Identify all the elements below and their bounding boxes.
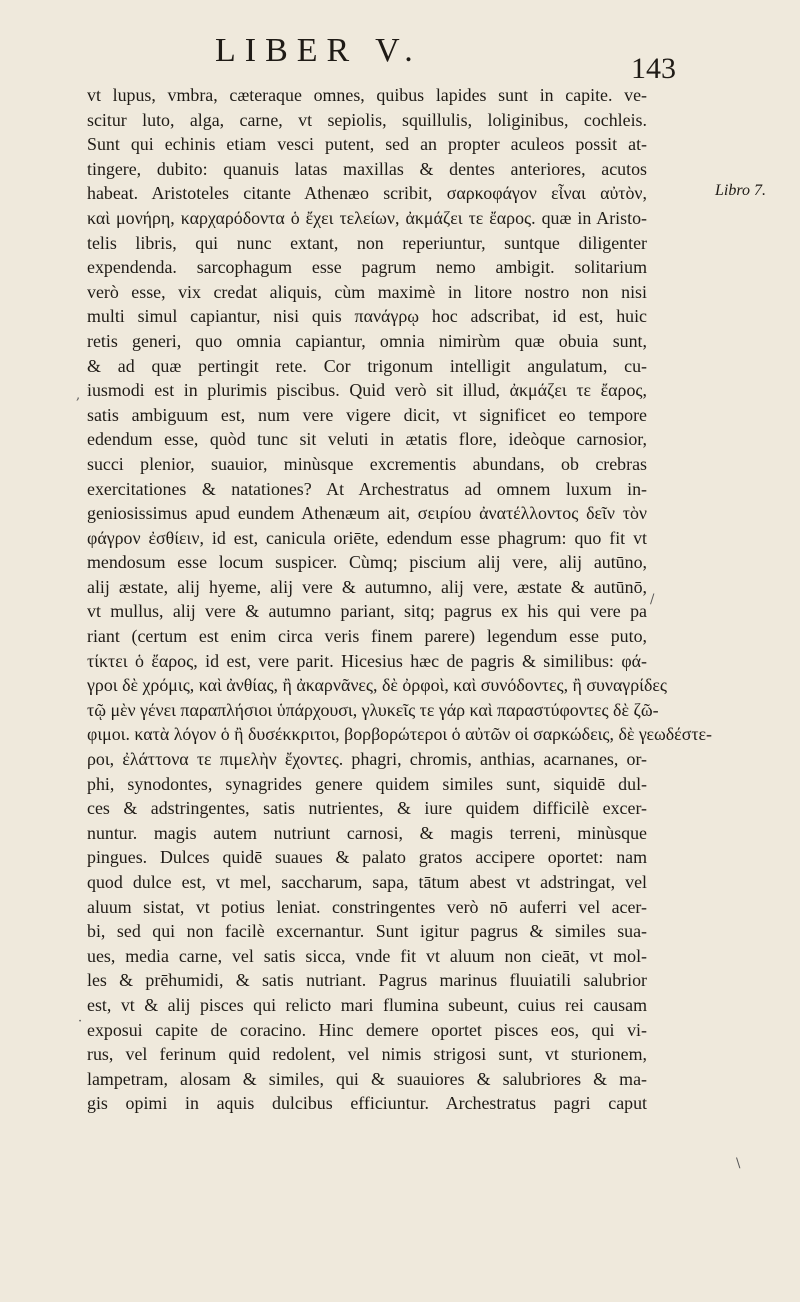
- text-line: est, vt & alij pisces qui relicto mari flumina subeunt, cuius rei causam: [87, 994, 647, 1015]
- margin-mark: ,: [76, 388, 81, 403]
- text-line: bi, sed qui non facilè excernantur. Sunt igitur pagrus & similes sua-: [87, 921, 647, 942]
- text-line: τῷ μὲν γένει παραπλήσιοι ὑπάρχουσι, γλυκεῖς τε γάρ καὶ παραστύφοντες δὲ ζῶ-: [87, 699, 659, 720]
- margin-note: Libro 7.: [715, 182, 766, 199]
- text-line: mendosum esse locum suspicer. Cùmq; piscium alij vere, alij autūno,: [87, 552, 647, 573]
- margin-mark: /: [650, 592, 655, 607]
- text-line: habeat. Aristoteles citante Athenæo scribit, σαρκοφάγον εἶναι αὐτὸν,: [87, 183, 647, 204]
- text-line: τίκτει ὁ ἔαρος, id est, vere parit. Hicesius hæc de pagris & similibus: φά-: [87, 650, 647, 671]
- text-line: & ad quæ pertingit rete. Cor trigonum intelligit angulatum, cu-: [87, 355, 647, 376]
- text-line: ces & adstringentes, satis nutrientes, & iure quidem difficilè excer-: [87, 798, 647, 819]
- text-line: geniosissimus apud eundem Athenæum ait, σειρίου ἀνατέλλοντος δεῖν τὸν: [87, 503, 647, 524]
- text-line: alij æstate, alij hyeme, alij vere & autumno, alij vere, æstate & autūnō,: [87, 576, 647, 597]
- text-line: exercitationes & natationes? At Archestratus ad omnem luxum in-: [87, 478, 647, 499]
- margin-mark: \: [736, 1156, 741, 1171]
- text-line: iusmodi est in plurimis piscibus. Quid verò sit illud, ἀκμάζει τε ἔαρος,: [87, 380, 647, 401]
- text-line: καὶ μονήρη, καρχαρόδοντα ὁ ἔχει τελείων, ἀκμάζει τε ἔαρος. quæ in Aristo-: [87, 207, 647, 228]
- text-line: vt lupus, vmbra, cæteraque omnes, quibus lapides sunt in capite. ve-: [87, 85, 647, 105]
- text-line: edendum esse, quòd tunc sit veluti in ætatis flore, ideòque carnosior,: [87, 429, 647, 450]
- margin-mark: ·: [78, 1014, 83, 1029]
- text-line: les & prēhumidi, & satis nutriant. Pagrus marinus fluuiatili salubrior: [87, 970, 647, 991]
- text-line: telis libris, qui nunc extant, non reperiuntur, suntque diligenter: [87, 232, 647, 253]
- text-line: lampetram, alosam & similes, qui & suauiores & salubriores & ma-: [87, 1068, 647, 1089]
- text-line: pingues. Dulces quidē suaues & palato gratos accipere oportet: nam: [87, 847, 647, 868]
- text-line: tingere, dubito: quanuis latas maxillas & dentes anteriores, acutos: [87, 158, 647, 179]
- text-line: satis ambiguum est, num vere vigere dicit, vt significet eo tempore: [87, 404, 647, 425]
- text-line: rus, vel ferinum quid redolent, vel nimis strigosi sunt, vt sturionem,: [87, 1044, 647, 1065]
- text-line: gis opimi in aquis dulcibus efficiuntur. Archestratus pagri caput: [87, 1093, 647, 1114]
- text-line: Sunt qui echinis etiam vesci putent, sed an propter aculeos possit at-: [87, 134, 647, 155]
- text-line: succi plenior, suauior, minùsque excrementis abundans, ob crebras: [87, 453, 647, 474]
- text-line: retis generi, quo omnia capiantur, omnia nimirùm quæ obuia sunt,: [87, 330, 647, 351]
- text-line: φάγρον ἐσθίειν, id est, canicula oriēte, edendum esse phagrum: quo fit vt: [87, 527, 647, 548]
- text-line: multi simul capiantur, nisi quis πανάγρῳ hoc adscribat, id est, huic: [87, 306, 647, 327]
- text-line: nuntur. magis autem nutriunt carnosi, & magis terreni, minùsque: [87, 822, 647, 843]
- text-line: φιμοι. κατὰ λόγον ὁ ἢ δυσέκκριτοι, βορβορώτεροι ὁ αὐτῶν οἱ σαρκώδεις, δὲ γεωδέστε-: [87, 724, 713, 745]
- body-text: [87, 83, 713, 1116]
- text-line: verò esse, vix credat aliquis, cùm maximè in litore nostro non nisi: [87, 281, 647, 302]
- text-line: ues, media carne, vel satis sicca, vnde fit vt aluum non cieāt, vt mol-: [87, 945, 647, 966]
- text-line: scitur luto, alga, carne, vt sepiolis, squillulis, loliginibus, cochleis.: [87, 109, 647, 130]
- text-line: γροι δὲ χρόμις, καὶ ἀνθίας, ἢ ἀκαρνᾶνες, δὲ ὀρφοὶ, καὶ συνόδοντες, ἢ συναγρίδες: [87, 675, 667, 696]
- text-line: ροι, ἐλάττονα τε πιμελὴν ἔχοντες. phagri, chromis, anthias, acarnanes, or-: [87, 749, 647, 770]
- text-line: aluum sistat, vt potius leniat. constringentes verò nō auferri vel acer-: [87, 896, 647, 917]
- text-line: expendenda. sarcophagum esse pagrum nemo ambigit. solitarium: [87, 257, 647, 278]
- text-line: exposui capite de coracino. Hinc demere oportet pisces eos, qui vi-: [87, 1019, 647, 1040]
- running-head: LIBER V.: [215, 32, 422, 69]
- text-line: quod dulce est, vt mel, saccharum, sapa, tātum abest vt adstringat, vel: [87, 872, 647, 892]
- text-line: vt mullus, alij vere & autumno pariant, sitq; pagrus ex his qui vere pa: [87, 601, 647, 622]
- text-line: riant (certum est enim circa veris finem parere) legendum esse puto,: [87, 626, 647, 647]
- page-number: 143: [631, 52, 676, 85]
- text-line: phi, synodontes, synagrides genere quidem similes sunt, siquidē dul-: [87, 773, 647, 794]
